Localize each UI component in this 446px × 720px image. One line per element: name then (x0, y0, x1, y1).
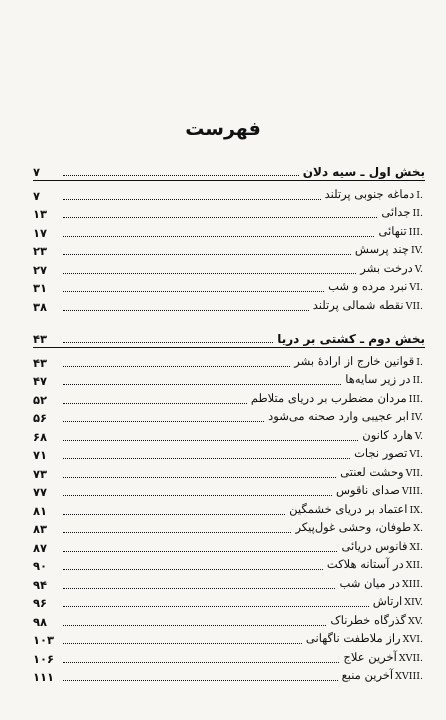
toc-entry (33, 351, 425, 370)
toc-entry-label (341, 539, 425, 555)
dot-leader (63, 366, 290, 367)
part-page-number: ۷ (33, 165, 41, 179)
toc-entry-label (327, 557, 425, 573)
chapter-page-number: ۳۸ (33, 299, 48, 314)
toc-entry (33, 666, 425, 685)
toc-entry-label (343, 650, 425, 666)
toc-entry (33, 499, 425, 518)
toc-entry-label (340, 465, 425, 481)
page-title: فهرست (185, 118, 261, 140)
dot-leader (63, 342, 273, 343)
chapter-page-number: ۴۷ (33, 374, 48, 388)
dot-leader (63, 606, 369, 607)
toc-entry-label (355, 242, 425, 258)
toc-entry (33, 240, 425, 259)
chapter-numeral: XVI. (402, 634, 423, 645)
chapter-page-number: ۵۲ (33, 392, 48, 407)
toc-entry (33, 203, 425, 222)
chapter-page-number: ۸۷ (33, 540, 48, 555)
dot-leader (63, 291, 324, 292)
chapter-numeral: XVIII. (395, 671, 423, 682)
dot-leader (63, 217, 377, 218)
chapter-numeral: IX. (409, 504, 423, 516)
toc-entry (33, 592, 425, 611)
toc-entry (33, 647, 425, 666)
chapter-title: آخرین منبع (341, 668, 394, 682)
chapter-page-number: ۸۳ (33, 522, 48, 536)
dot-leader (63, 310, 309, 311)
chapter-numeral: X. (413, 523, 423, 534)
chapter-title: درخت بشر (360, 260, 413, 275)
chapter-page-number: ۶۸ (33, 429, 48, 444)
toc-entry (33, 295, 425, 314)
chapter-page-number: ۹۰ (33, 559, 48, 573)
dot-leader (63, 458, 350, 459)
toc-entry (33, 370, 425, 389)
toc-entry (33, 425, 425, 444)
toc-entry-label (313, 298, 425, 314)
part-heading-row (33, 327, 425, 346)
chapter-title: در آستانه هلاکت (326, 557, 404, 571)
toc-entry-label (294, 354, 425, 370)
toc-entry (33, 518, 425, 537)
chapter-title: طوفان، وحشی غول‌پیکر (295, 520, 412, 534)
chapter-numeral: XIII. (401, 578, 423, 590)
toc-entry (33, 555, 425, 574)
toc-entry-label (360, 261, 425, 277)
toc-entry (33, 444, 425, 463)
part-heading: بخش دوم ـ کشتی بر دریا (277, 332, 425, 346)
toc-entry-label (362, 428, 425, 444)
chapter-numeral: XII. (405, 560, 423, 571)
dot-leader (63, 175, 299, 176)
chapter-title: نقطه شمالی پرتلند (312, 297, 404, 312)
chapter-numeral: VII. (405, 300, 423, 312)
chapter-title: هارد کانون (362, 427, 413, 442)
dot-leader (63, 273, 356, 274)
chapter-title: اعتماد بر دریای خشمگین (289, 501, 408, 516)
toc-entry (33, 610, 425, 629)
chapter-title: ابر عجیبی وارد صحنه می‌شود (268, 409, 410, 423)
toc-entry-label (325, 187, 425, 203)
toc-entry-label (378, 224, 425, 240)
chapter-numeral: VI. (409, 282, 423, 293)
dot-leader (63, 551, 337, 552)
chapter-numeral: I. (416, 189, 423, 201)
chapter-title: دماغه جنوبی پرتلند (324, 186, 415, 201)
dot-leader (63, 643, 302, 644)
chapter-numeral: VI. (409, 449, 423, 460)
chapter-page-number: ۸۱ (33, 503, 48, 518)
chapter-page-number: ۹۸ (33, 614, 48, 629)
dot-leader (63, 236, 374, 237)
chapter-numeral: I. (416, 356, 423, 368)
chapter-title: نبرد مرده و شب (328, 279, 408, 293)
chapter-page-number: ۷ (33, 188, 41, 203)
toc-entry-label (336, 483, 425, 499)
chapter-page-number: ۳۱ (33, 281, 48, 295)
toc-part-2 (33, 327, 425, 684)
chapter-numeral: XV. (408, 615, 423, 627)
chapter-page-number: ۱۰۳ (33, 633, 55, 647)
chapter-title: در زیر سایه‌ها (345, 372, 411, 386)
chapter-title: گذرگاه خطرناک (330, 612, 407, 627)
toc-entry-label (381, 205, 425, 221)
dot-leader (63, 514, 285, 515)
chapter-page-number: ۹۶ (33, 596, 48, 610)
part-heading-row (33, 160, 425, 179)
chapter-numeral: VII. (405, 467, 423, 479)
chapter-title: آخرین علاج (343, 649, 397, 664)
toc-entry (33, 407, 425, 426)
chapter-numeral: V. (414, 263, 423, 275)
toc-entry-label (289, 502, 425, 518)
dot-leader (63, 403, 247, 404)
chapter-title: مردان مضطرب بر دریای متلاطم (250, 390, 407, 405)
toc-entry-label (328, 279, 425, 295)
chapter-page-number: ۷۳ (33, 466, 48, 481)
toc-entry (33, 629, 425, 648)
part-page-number: ۴۳ (33, 332, 48, 346)
chapter-page-number: ۱۷ (33, 225, 48, 240)
dot-leader (63, 569, 323, 570)
chapter-title: تصور نجات (354, 446, 408, 460)
dot-leader (63, 199, 321, 200)
dot-leader (63, 625, 326, 626)
dot-leader (63, 254, 351, 255)
toc-entry-label (373, 594, 425, 610)
toc-entry-label (306, 631, 425, 647)
toc-entry (33, 573, 425, 592)
chapter-title: صدای ناقوس (336, 483, 400, 497)
chapter-page-number: ۱۰۶ (33, 651, 55, 666)
dot-leader (63, 680, 338, 681)
chapter-page-number: ۵۶ (33, 411, 48, 425)
chapter-title: جدائی (381, 205, 411, 219)
dot-leader (63, 384, 341, 385)
toc-entry-label (342, 668, 425, 684)
chapter-title: تنهائی (378, 223, 407, 238)
chapter-title: در میان شب (339, 575, 400, 590)
chapter-numeral: IV. (411, 412, 423, 423)
chapter-page-number: ۲۷ (33, 262, 48, 277)
dot-leader (63, 588, 335, 589)
chapter-page-number: ۲۳ (33, 244, 48, 258)
toc-entry (33, 277, 425, 296)
chapter-numeral: XIV. (404, 597, 423, 608)
chapter-numeral: VIII. (401, 486, 423, 497)
toc-entry (33, 221, 425, 240)
chapter-numeral: V. (414, 430, 423, 442)
part-underline (33, 347, 425, 348)
toc-entry-label (330, 613, 425, 629)
dot-leader (63, 477, 336, 478)
dot-leader (63, 495, 332, 496)
toc-entry-label (251, 391, 425, 407)
part-underline (33, 180, 425, 181)
chapter-numeral: II. (412, 208, 423, 219)
chapter-numeral: II. (412, 375, 423, 386)
chapter-numeral: IV. (411, 245, 423, 256)
toc-entry (33, 388, 425, 407)
chapter-page-number: ۱۳ (33, 207, 48, 221)
chapter-page-number: ۷۷ (33, 485, 48, 499)
part-heading: بخش اول ـ سیه دلان (302, 165, 425, 179)
toc-entry (33, 536, 425, 555)
dot-leader (63, 440, 358, 441)
chapter-numeral: III. (408, 226, 423, 238)
dot-leader (63, 532, 291, 533)
toc-entry (33, 462, 425, 481)
dot-leader (63, 421, 264, 422)
toc-entry (33, 481, 425, 500)
toc-entry (33, 184, 425, 203)
toc-entry (33, 258, 425, 277)
chapter-title: فانوس دریائی (341, 538, 408, 553)
chapter-title: ارتاش (372, 594, 403, 608)
chapter-title: چند پرسش (354, 242, 410, 256)
toc-entry-label (295, 520, 425, 536)
chapter-numeral: XI. (409, 541, 423, 553)
chapter-numeral: III. (408, 393, 423, 405)
chapter-page-number: ۹۴ (33, 577, 48, 592)
chapter-title: قوانین خارج از ارادهٔ بشر (294, 353, 415, 368)
toc-entry-label (268, 409, 425, 425)
chapter-page-number: ۴۳ (33, 355, 48, 370)
toc-part-1 (33, 160, 425, 314)
chapter-title: راز ملاطفت ناگهانی (305, 631, 401, 645)
dot-leader (63, 662, 339, 663)
chapter-title: وحشت لعنتی (340, 464, 404, 479)
toc-entry-label (354, 446, 425, 462)
chapter-numeral: XVII. (398, 652, 423, 664)
chapter-page-number: ۷۱ (33, 448, 48, 462)
chapter-page-number: ۱۱۱ (33, 670, 55, 684)
toc-entry-label (339, 576, 425, 592)
toc-entry-label (345, 372, 425, 388)
